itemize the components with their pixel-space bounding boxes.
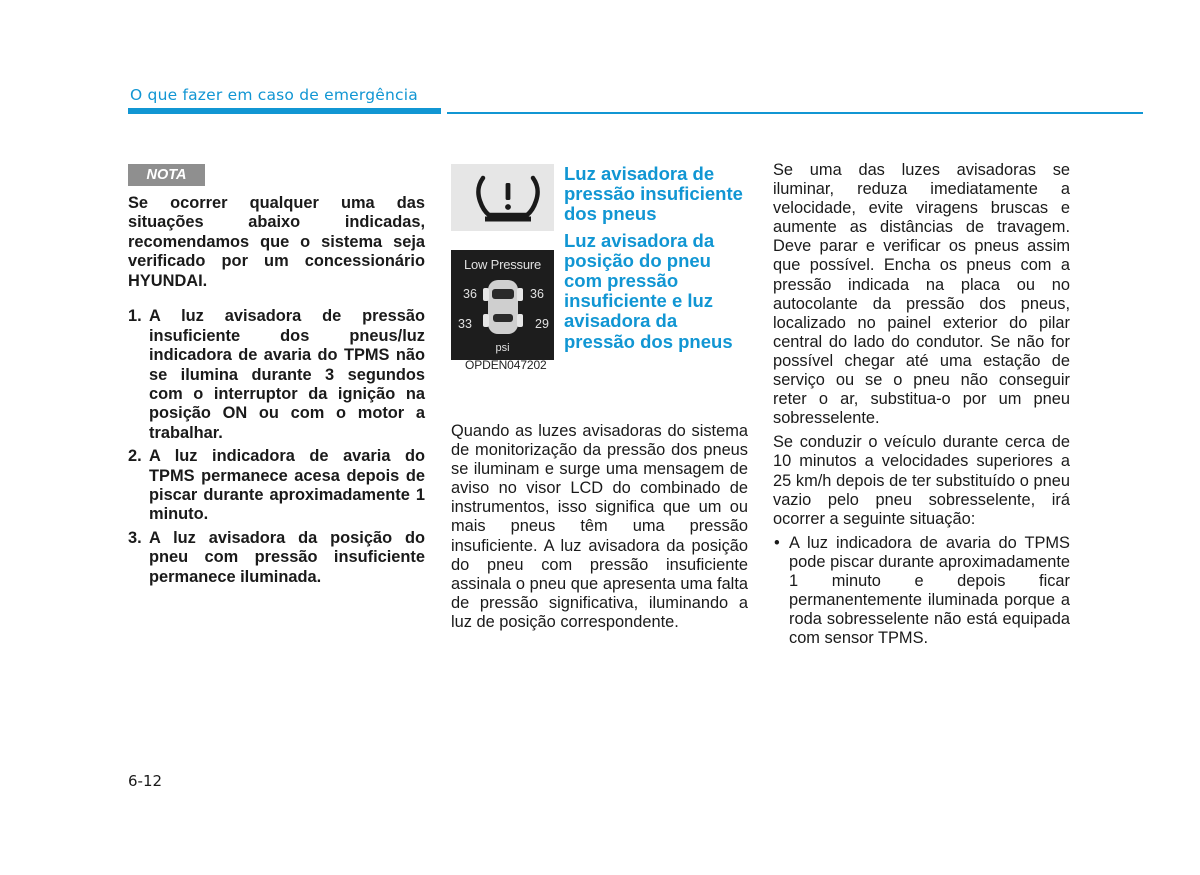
heading-low-pressure-light: Luz avisadora de pressão insuficiente dos pneus bbox=[564, 163, 743, 225]
note-intro: Se ocorrer qualquer uma das situações abaixo indicadas, recomendamos que o sistema seja verificado por um concessionário HYUNDAI. bbox=[128, 194, 425, 290]
note-item-text: A luz avisadora da posição do pneu com pressão insuficiente permanece iluminada. bbox=[149, 528, 425, 586]
note-badge: NOTA bbox=[128, 164, 205, 186]
lcd-title: Low Pressure bbox=[463, 257, 542, 272]
lcd-front-left-value: 36 bbox=[463, 287, 477, 301]
bullet-symbol: • bbox=[774, 533, 780, 552]
note-item bbox=[128, 447, 425, 525]
lcd-unit: psi bbox=[495, 342, 510, 354]
bullet-text: A luz indicadora de avaria do TPMS pode piscar durante aproximadamente 1 minuto e depois ficar permanentemente iluminada porque a roda sobresselente não está equipada com sensor TPMS. bbox=[789, 533, 1070, 648]
tire-pressure-warning-icon bbox=[451, 164, 554, 231]
header-rule-thick bbox=[128, 108, 441, 114]
note-item-text: A luz avisadora de pressão insuficiente dos pneus/luz indicadora de avaria do TPMS não se ilumina durante 3 segundos com o interruptor da ignição na posição ON ou com o motor a trabalhar. bbox=[149, 307, 425, 442]
instructions-column bbox=[773, 161, 1070, 653]
note-item-number: 3. bbox=[128, 528, 142, 547]
header-rule-thin bbox=[447, 112, 1143, 114]
note-list bbox=[128, 307, 425, 587]
lcd-rear-left-value: 33 bbox=[458, 317, 472, 331]
lcd-low-pressure-display bbox=[451, 250, 554, 360]
lcd-rear-right-value: 29 bbox=[535, 317, 549, 331]
page-number: 6-12 bbox=[128, 772, 163, 790]
note-column bbox=[128, 164, 425, 591]
bullet-item bbox=[773, 534, 1070, 649]
note-item-text: A luz indicadora de avaria do TPMS permanece acesa depois de piscar durante aproximadamente 1 minuto. bbox=[149, 447, 425, 524]
instructions-paragraph-2: Se conduzir o veículo durante cerca de 10 minutos a velocidades superiores a 25 km/h depois de ter substituído o pneu vazio pelo pneu sobresselente, irá ocorrer a seguinte situação: bbox=[773, 433, 1070, 528]
heading-position-light: Luz avisadora da posição do pneu com pressão insuficiente e luz avisadora da pressão dos pneus bbox=[564, 229, 733, 352]
instructions-paragraph-1: Se uma das luzes avisadoras se iluminar, reduza imediatamente a velocidade, evite viragens bruscas e aumente as distâncias de travagem. Deve parar e verificar os pneus assim que possível. Encha os pneus com a pressão indicada na placa ou no autocolante da pressão dos pneus, localizado no painel exterior do pilar central do lado do condutor. Se não for possível chegar até uma estação de serviço ou se o pneu não conseguir reter o ar, substitua-o por um pneu sobresselente. bbox=[773, 161, 1070, 428]
lcd-front-right-value: 36 bbox=[530, 287, 544, 301]
tpms-description: Quando as luzes avisadoras do sistema de monitorização da pressão dos pneus se iluminam e surge uma mensagem de aviso no visor LCD do combinado de instrumentos, isso significa que um ou mais pneus têm uma pressão insuficiente. A luz avisadora da posição do pneu com pressão insuficiente assinala o pneu que apresenta uma falta de pressão significativa, iluminando a luz de posição correspondente. bbox=[451, 422, 748, 631]
note-item-number: 2. bbox=[128, 447, 142, 466]
section-title: O que fazer em caso de emergência bbox=[130, 86, 418, 104]
side-headings bbox=[564, 164, 748, 358]
note-item bbox=[128, 529, 425, 587]
car-top-view-icon bbox=[481, 276, 525, 340]
note-item-number: 1. bbox=[128, 307, 142, 326]
note-item bbox=[128, 307, 425, 443]
image-caption: OPDEN047202 bbox=[465, 358, 547, 372]
